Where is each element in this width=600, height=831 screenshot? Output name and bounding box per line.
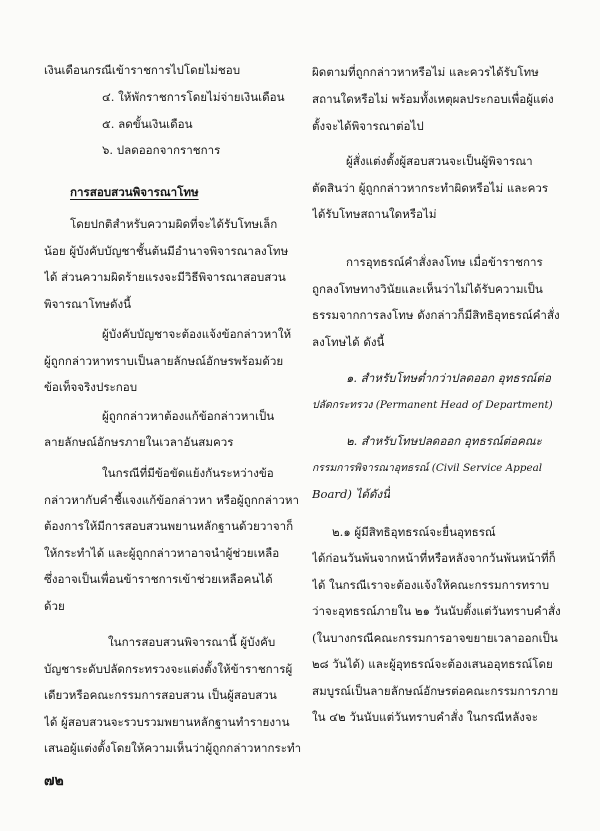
text-line: ผู้ถูกกล่าวหาทราบเป็นลายลักษณ์อักษรพร้อมด้วย [44, 354, 284, 368]
text-line: สถานใดหรือไม่ พร้อมทั้งเหตุผลประกอบเพื่อผู้แต่ง [312, 92, 554, 106]
text-line: ได้ก่อนวันพ้นจากหน้าที่หรือหลังจากวันพ้นหน้าที่ก็ [312, 551, 556, 565]
list-item: ๒.๑ ผู้มีสิทธิอุทธรณ์จะยื่นอุทธรณ์ [332, 525, 496, 539]
list-item: ๖. ปลดออกจากราชการ [102, 143, 221, 157]
text-line: ได้ ผู้สอบสวนจะรวบรวมพยานหลักฐานทำรายงาน [44, 715, 290, 729]
text-line: ผิดตามที่ถูกกล่าวหาหรือไม่ และควรได้รับโทษ [312, 65, 539, 79]
text-line: ต้องการให้มีการสอบสวนพยานหลักฐานด้วยวาจาก็ [44, 519, 294, 533]
text-line: ในกรณีที่มีข้อขัดแย้งกันระหว่างข้อ [102, 466, 274, 480]
text-line: กล่าวหากับคำชี้แจงแก้ข้อกล่าวหา หรือผู้ถูกกล่าวหา [44, 493, 300, 507]
text-line: ผู้บังคับบัญชาจะต้องแจ้งข้อกล่าวหาให้ [102, 327, 292, 341]
section-heading: การสอบสวนพิจารณาโทษ [70, 185, 199, 199]
text-line: พิจารณาโทษดังนี้ [44, 297, 132, 311]
text-line: ในการสอบสวนพิจารณานี้ ผู้บังคับ [108, 635, 276, 649]
list-item: ๔. ให้พักราชการโดยไม่จ่ายเงินเดือน [102, 90, 285, 104]
text-line: เสนอผู้แต่งตั้งโดยให้ความเห็นว่าผู้ถูกกล่าวหากระทำ [44, 741, 302, 755]
text-line: ผู้สั่งแต่งตั้งผู้สอบสวนจะเป็นผู้พิจารณา [346, 154, 533, 168]
text-line: ลายลักษณ์อักษรภายในเวลาอันสมควร [44, 435, 234, 449]
text-line: บัญชาระดับปลัดกระทรวงจะแต่งตั้งให้ข้าราชการผู้ [44, 662, 293, 676]
text-line: ผู้ถูกกล่าวหาต้องแก้ข้อกล่าวหาเป็น [102, 409, 275, 423]
text-line: ถูกลงโทษทางวินัยและเห็นว่าไม่ได้รับความเป็น [312, 282, 543, 296]
text-line: ธรรมจากการลงโทษ ดังกล่าวก็มีสิทธิอุทธรณ์คำสั่ง [312, 308, 560, 322]
text-line: สมบูรณ์เป็นลายลักษณ์อักษรต่อคณะกรรมการภาย [312, 684, 559, 698]
page-number: ๗๒ [44, 773, 64, 789]
text-line: ปลัดกระทรวง (Permanent Head of Department) [312, 399, 553, 411]
text-line: ด้วย [44, 599, 65, 613]
text-line: Board) ได้ดังนี้ [312, 487, 391, 501]
text-line: ว่าจะอุทธรณ์ภายใน ๒๑ วันนับตั้งแต่วันทราบคำสั่ง [312, 604, 561, 618]
text-line: ตัดสินว่า ผู้ถูกกล่าวหากระทำผิดหรือไม่ และควร [312, 181, 549, 195]
text-line: เดียวหรือคณะกรรมการสอบสวน เป็นผู้สอบสวน [44, 688, 277, 702]
text-line: ๒๘ วันได้) และผู้อุทธรณ์จะต้องเสนออุทธรณ์โดย [312, 657, 553, 671]
text-line: โดยปกติสำหรับความผิดที่จะได้รับโทษเล็ก [70, 217, 278, 231]
text-line: (ในบางกรณีคณะกรรมการอาจขยายเวลาออกเป็น [312, 631, 558, 645]
text-line: ลงโทษได้ ดังนี้ [312, 335, 385, 349]
text-line: น้อย ผู้บังคับบัญชาชั้นต้นมีอำนาจพิจารณาลงโทษ [44, 244, 289, 258]
text-line: ได้รับโทษสถานใดหรือไม่ [312, 207, 437, 221]
text-line: ได้ ในกรณีเราจะต้องแจ้งให้คณะกรรมการทราบ [312, 578, 550, 592]
text-line: ให้กระทำได้ และผู้ถูกกล่าวหาอาจนำผู้ช่วยเหลือ [44, 546, 280, 560]
section-heading-line: การอุทธรณ์คำสั่งลงโทษ เมื่อข้าราชการ [346, 255, 543, 269]
list-item: ๕. ลดขั้นเงินเดือน [102, 117, 193, 131]
text-line: ข้อเท็จจริงประกอบ [44, 380, 138, 394]
text-line: ใน ๔๒ วันนับแต่วันทราบคำสั่ง ในกรณีหลังจะ [312, 710, 538, 724]
list-item: ๑. สำหรับโทษต่ำกว่าปลดออก อุทธรณ์ต่อ [346, 371, 551, 385]
list-item: ๒. สำหรับโทษปลดออก อุทธรณ์ต่อคณะ [346, 434, 542, 448]
text-line: ตั้งจะได้พิจารณาต่อไป [312, 119, 424, 133]
text-line: เงินเดือนกรณีเข้าราชการไปโดยไม่ชอบ [44, 63, 241, 77]
text-line: กรรมการพิจารณาอุทธรณ์ (Civil Service Appeal [312, 462, 543, 474]
text-line: ซึ่งอาจเป็นเพื่อนข้าราชการเข้าช่วยเหลือคนได้ [44, 572, 273, 586]
text-line: ได้ ส่วนความผิดร้ายแรงจะมีวิธีพิจารณาสอบสวน [44, 270, 286, 284]
